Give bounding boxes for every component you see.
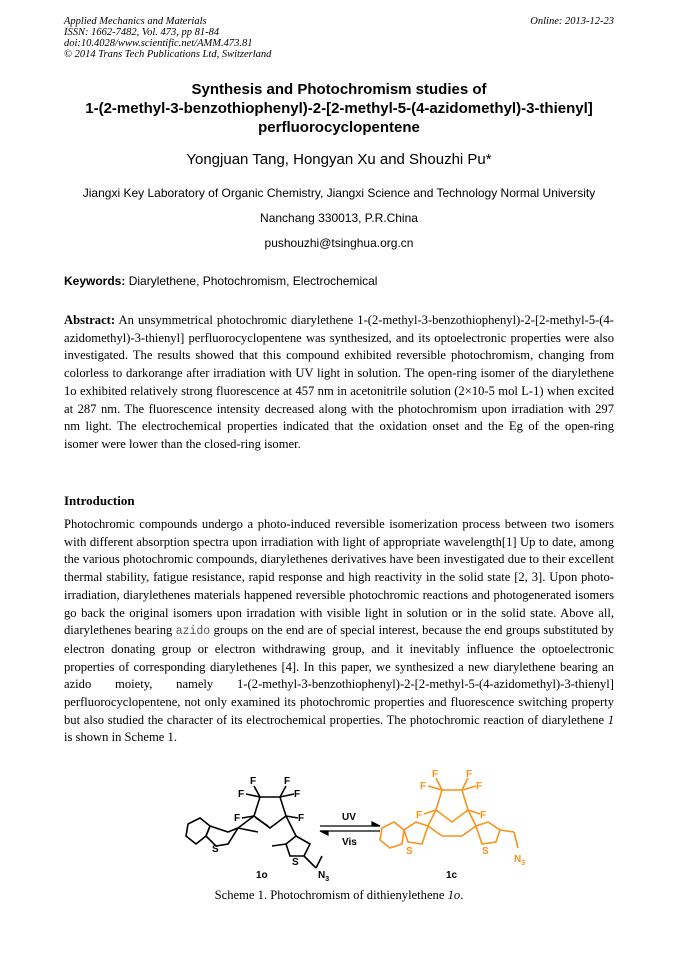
fluorine-label: F	[476, 781, 483, 792]
fluorine-label: F	[238, 789, 245, 800]
uv-label: UV	[342, 812, 356, 823]
intro-text-3: is shown in Scheme 1.	[64, 730, 177, 745]
open-ring-label: 1o	[256, 870, 268, 881]
paper-title	[40, 80, 638, 137]
intro-italic-word: 1	[607, 712, 615, 727]
introduction-body	[64, 516, 614, 747]
sulfur-label: S	[212, 844, 219, 855]
affiliation-line-2: Nanchang 330013, P.R.China	[260, 211, 418, 225]
azide-label: $N_3$	[514, 854, 526, 867]
online-date: Online: 2013-12-23	[530, 16, 614, 27]
fluorine-label: F	[298, 813, 305, 824]
reaction-arrows	[320, 822, 380, 835]
affiliation-line-1: Jiangxi Key Laboratory of Organic Chemistry, Jiangxi Science and Technology Normal University	[82, 186, 596, 200]
caption-text: Scheme 1. Photochromism of dithienylethene	[214, 888, 445, 902]
closed-ring-label: 1c	[446, 870, 458, 881]
issn-line: ISSN: 1662-7482, Vol. 473, pp 81-84	[64, 27, 220, 38]
intro-text-2: groups on the end are of special interest, because the end groups substituted by electron donating group or electron withdrawing group, and it inevitably influence the optoelectronic properties of corresponding diarylethenes [4]. In this paper, we synthesized a new diarylethene bearing an azido moiety, namely 1-(2-methyl-3-benzothiophenyl)-2-[2-methyl-5-(4-azidomethyl)-3-thienyl] perfluorocyclopentene, not only examined its photochromic properties and fluorescence switching property but also studied the character of its electrochemical properties. The photochromic reaction of diarylethene	[64, 623, 614, 727]
title-line-1: Synthesis and Photochromism studies of	[191, 81, 487, 98]
keywords-text: Diarylethene, Photochromism, Electrochemical	[128, 274, 378, 288]
open-ring-isomer	[186, 786, 322, 868]
fluorine-label: F	[432, 770, 439, 780]
sulfur-label: S	[482, 846, 489, 857]
azide-label: $N_3$	[318, 870, 330, 882]
caption-end: .	[460, 888, 464, 902]
fluorine-label: F	[466, 770, 473, 780]
author-email: pushouzhi@tsinghua.org.cn	[264, 236, 414, 250]
keywords	[64, 274, 377, 288]
keywords-label: Keywords:	[64, 274, 126, 288]
page-header	[64, 16, 614, 60]
closed-ring-isomer	[380, 778, 518, 848]
vis-label: Vis	[342, 837, 357, 848]
abstract	[64, 312, 614, 454]
caption-italic: 1o	[447, 888, 461, 902]
scheme-caption	[0, 888, 678, 903]
journal-name: Applied Mechanics and Materials	[64, 16, 207, 27]
author-list: Yongjuan Tang, Hongyan Xu and Shouzhi Pu*	[186, 151, 492, 168]
fluorine-label: F	[420, 781, 427, 792]
title-line-3: perfluorocyclopentene	[258, 119, 420, 136]
copyright-line: © 2014 Trans Tech Publications Ltd, Switzerland	[64, 49, 272, 60]
fluorine-label: F	[416, 810, 423, 821]
title-line-2: 1-(2-methyl-3-benzothiophenyl)-2-[2-methyl-5-(4-azidomethyl)-3-thienyl]	[85, 100, 593, 117]
sulfur-label: S	[292, 857, 299, 868]
photochromism-scheme	[180, 770, 540, 882]
intro-text-1: Photochromic compounds undergo a photo-induced reversible isomerization process between two isomers with different absorption spectra upon irradiation with light of appropriate wavelength[1] Up to date, among the various photochromic compounds, diarylethenes derivatives have been investigated due to their excellent thermal stability, fatigue resistance, rapid response and high reactivity in the solid state [2, 3]. Upon photo-irradiation, diarylethenes materials happened reversible photochromic reactions and photogenerated isomers go back the original isomers upon irradation with visible light in solution or in the solid state. Above all, diarylethenes bearing	[64, 517, 614, 638]
fluorine-label: F	[294, 789, 301, 800]
abstract-label: Abstract:	[64, 313, 116, 327]
fluorine-label: F	[284, 776, 291, 787]
sulfur-label: S	[406, 846, 413, 857]
introduction-heading: Introduction	[64, 493, 135, 508]
intro-mono-word: azido	[175, 625, 211, 639]
fluorine-label: F	[234, 813, 241, 824]
abstract-text: An unsymmetrical photochromic diarylethene 1-(2-methyl-3-benzothiophenyl)-2-[2-methyl-5-(4-azidomethyl)-3-thienyl] perfluorocyclopentene was synthesized, and its optoelectronic properties were also investigated. The results showed that this compound exhibited reversible photochromism, changing from colorless to darkorange after irradiation with UV light in solution. The open-ring isomer of the diarylethene 1o exhibited relatively strong fluorescence at 457 nm in acetonitrile solution (2×10-5 mol L-1) when excited at 287 nm. The fluorescence intensity decreased along with the photochromism upon irradiation with 297 nm light. The electrochemical properties indicated that the oxidation onset and the Eg of the open-ring isomer were lower than the closed-ring isomer.	[64, 313, 614, 451]
fluorine-label: F	[480, 810, 487, 821]
fluorine-label: F	[250, 776, 257, 787]
open-ring-atom-labels	[212, 776, 329, 882]
doi-line: doi:10.4028/www.scientific.net/AMM.473.81	[64, 38, 253, 49]
